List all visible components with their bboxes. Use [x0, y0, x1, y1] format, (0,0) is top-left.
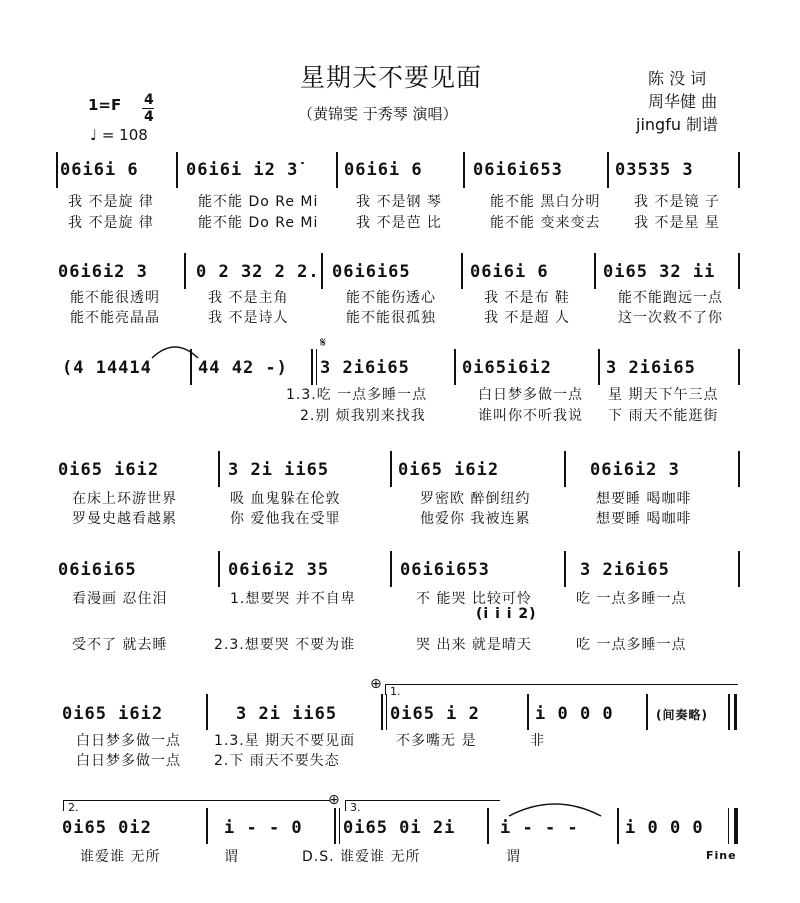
barline — [339, 808, 340, 844]
volta-1: 1. — [385, 684, 738, 695]
tempo-marking: ♩ = 108 — [90, 126, 148, 144]
lyric-verse-2: 受不了 就去睡 — [72, 637, 168, 653]
measure-notes: 06i6i65 — [332, 262, 411, 282]
barline — [527, 694, 529, 730]
final-barline — [734, 808, 738, 844]
lyric-verse-1: 看漫画 忍住泪 — [72, 591, 168, 607]
measure-notes: 3 2i6i65 — [320, 358, 410, 378]
lyric-verse-1: D.S. 谁爱谁 无所 — [302, 849, 421, 865]
measure-notes: (4 14414 — [62, 358, 152, 378]
measure-notes: 3 2i6i65 — [580, 560, 670, 580]
barline — [461, 253, 463, 289]
barline — [728, 808, 729, 844]
lyric-verse-1: 谁爱谁 无所 — [80, 849, 161, 865]
lyric-verse-1: 白日梦多做一点 — [76, 733, 181, 749]
measure-notes: 06i6i 6 — [344, 160, 423, 180]
lyric-verse-1: 能不能跑远一点 — [618, 290, 723, 306]
coda-icon: ⊕ — [328, 792, 340, 808]
lyric-verse-2: 这一次救不了你 — [618, 310, 723, 326]
lyric-verse-1: 吃 一点多睡一点 — [576, 591, 687, 607]
measure-notes: 06i6i i2 3̇ — [186, 160, 299, 180]
lyric-verse-1: 能不能伤透心 — [346, 290, 436, 306]
barline — [738, 349, 740, 385]
barline — [738, 253, 740, 289]
tie — [505, 796, 605, 818]
lyric-verse-1: 罗密欧 醉倒纽约 — [420, 491, 531, 507]
lyric-verse-1: 我 不是主角 — [208, 290, 289, 306]
lyric-verse-1: 白日梦多做一点 — [478, 387, 583, 403]
lyric-verse-1: 我 不是钢 琴 — [356, 194, 442, 210]
lyric-verse-2: 哭 出来 就是晴天 — [416, 637, 532, 653]
measure-notes: 06i6i 6 — [470, 262, 549, 282]
barline — [218, 551, 220, 587]
time-sig-bottom: 4 — [144, 109, 154, 125]
barline — [386, 694, 387, 730]
repeat-barline — [734, 694, 737, 730]
lyricist: 陈 没 词 — [648, 69, 707, 88]
barline — [336, 152, 338, 188]
interlude-label: (间奏略) — [656, 708, 708, 722]
barline — [56, 152, 58, 188]
lyric-verse-2: 我 不是诗人 — [208, 310, 289, 326]
barline — [390, 551, 392, 587]
barline — [316, 349, 317, 385]
lyric-verse-2: 我 不是旋 律 — [68, 215, 154, 231]
lyric-verse-2: 能不能很孤独 — [346, 310, 436, 326]
barline — [487, 808, 489, 844]
volta-2: 2. — [63, 800, 330, 811]
lyric-verse-1: 能不能 黑白分明 — [490, 194, 601, 210]
measure-notes: 0i65 0i2 — [62, 818, 152, 838]
lyric-verse-1: 我 不是布 鞋 — [484, 290, 570, 306]
measure-notes: i 0 0 0 — [535, 704, 614, 724]
measure-notes: 03535 3 — [615, 160, 694, 180]
lyric-verse-1: 想要睡 喝咖啡 — [596, 491, 692, 507]
lyric-verse-1: 能不能很透明 — [70, 290, 160, 306]
performers: （黄锦雯 于秀琴 演唱） — [298, 105, 458, 123]
barline — [463, 152, 465, 188]
barline — [607, 152, 609, 188]
lyric-verse-2: 我 不是芭 比 — [356, 215, 442, 231]
lyric-verse-2: 2.别 烦我别来找我 — [300, 408, 426, 424]
measure-notes: 0i65 i6i2 — [398, 460, 500, 480]
barline — [454, 349, 456, 385]
barline — [190, 349, 192, 385]
lyric-verse-2: 2.3.想要哭 不要为谁 — [214, 637, 356, 653]
lyric-verse-1: 1.3.星 期天不要见面 — [214, 733, 356, 749]
lyric-verse-1: 我 不是镜 子 — [634, 194, 720, 210]
barline — [390, 451, 392, 487]
barline — [311, 349, 313, 385]
measure-notes: i 0 0 0 — [625, 818, 704, 838]
barline — [738, 551, 740, 587]
measure-notes: 06i6i653 — [400, 560, 490, 580]
lyric-verse-2: 能不能 Do Re Mi — [198, 215, 319, 231]
lyric-verse-2: 白日梦多做一点 — [76, 753, 181, 769]
barline — [738, 152, 740, 188]
barline — [206, 694, 208, 730]
barline — [617, 808, 619, 844]
measure-notes: i - - - — [500, 818, 579, 838]
barline — [594, 253, 596, 289]
measure-notes: 44 42 -) — [198, 358, 288, 378]
measure-notes: 3 2i ii65 — [228, 460, 330, 480]
fine-marking: Fine — [706, 849, 737, 862]
barline — [321, 253, 323, 289]
composer: 周华健 曲 — [648, 92, 718, 111]
barline — [206, 808, 208, 844]
lyric-verse-1: 不多嘴无 是 — [396, 733, 477, 749]
lyric-verse-2: 他爱你 我被连累 — [420, 511, 531, 527]
measure-notes: 3 2i6i65 — [606, 358, 696, 378]
lyric-verse-1: 谓 — [224, 849, 239, 865]
lyric-verse-2: 罗曼史越看越累 — [72, 511, 177, 527]
key-signature: 1=F — [88, 96, 122, 114]
lyric-verse-1: 在床上环游世界 — [72, 491, 177, 507]
lyric-verse-2: 下 雨天不能逛街 — [608, 408, 719, 424]
alternate-notes: (i i i 2) — [476, 606, 537, 622]
measure-notes: 0i65 32 ii — [603, 262, 716, 282]
measure-notes: 3 2i ii65 — [236, 704, 338, 724]
lyric-verse-1: 不 能哭 比较可怜 — [416, 591, 532, 607]
song-title: 星期天不要见面 — [300, 63, 483, 92]
measure-notes: 06i6i 6 — [60, 160, 139, 180]
slur — [150, 340, 200, 360]
measure-notes: 0 2 32 2 2. — [196, 262, 320, 282]
lyric-verse-1: 谓 — [506, 849, 521, 865]
lyric-verse-2: 能不能 变来变去 — [490, 215, 601, 231]
barline — [334, 808, 336, 844]
barline — [738, 451, 740, 487]
segno-icon: 𝄋 — [320, 335, 327, 351]
barline — [564, 451, 566, 487]
lyric-verse-2: 能不能亮晶晶 — [70, 310, 160, 326]
lyric-verse-2: 我 不是星 星 — [634, 215, 720, 231]
lyric-verse-1: 1.想要哭 并不自卑 — [230, 591, 356, 607]
measure-notes: 0i65 0i 2i — [343, 818, 456, 838]
lyric-verse-1: 吸 血鬼躲在伦敦 — [230, 491, 341, 507]
lyric-verse-1: 1.3.吃 一点多睡一点 — [286, 387, 428, 403]
lyric-verse-2: 你 爱他我在受罪 — [230, 511, 341, 527]
measure-notes: 06i6i65 — [58, 560, 137, 580]
barline — [728, 694, 730, 730]
lyric-verse-2: 2.下 雨天不要失态 — [214, 753, 340, 769]
measure-notes: 06i6i2 3 — [590, 460, 680, 480]
coda-icon: ⊕ — [370, 676, 382, 692]
lyric-verse-2: 我 不是超 人 — [484, 310, 570, 326]
lyric-verse-2: 谁叫你不听我说 — [478, 408, 583, 424]
barline — [564, 551, 566, 587]
measure-notes: 0i65 i 2 — [390, 704, 480, 724]
barline — [184, 253, 186, 289]
lyric-verse-2: 想要睡 喝咖啡 — [596, 511, 692, 527]
lyric-verse-2: 吃 一点多睡一点 — [576, 637, 687, 653]
measure-notes: 0i65i6i2 — [462, 358, 552, 378]
measure-notes: 06i6i2 3 — [58, 262, 148, 282]
measure-notes: 0i65 i6i2 — [58, 460, 160, 480]
lyric-verse-1: 星 期天下午三点 — [608, 387, 719, 403]
measure-notes: 0i65 i6i2 — [62, 704, 164, 724]
score-maker: jingfu 制谱 — [636, 115, 719, 134]
measure-notes: i - - 0 — [224, 818, 303, 838]
barline — [218, 451, 220, 487]
barline — [381, 694, 383, 730]
lyric-verse-1: 非 — [530, 733, 545, 749]
lyric-verse-1: 能不能 Do Re Mi — [198, 194, 319, 210]
barline — [176, 152, 178, 188]
barline — [598, 349, 600, 385]
time-sig-top: 4 — [144, 92, 154, 108]
volta-3: 3. — [345, 800, 500, 811]
measure-notes: 06i6i653 — [473, 160, 563, 180]
barline — [646, 694, 648, 730]
measure-notes: 06i6i2 35 — [228, 560, 330, 580]
lyric-verse-1: 我 不是旋 律 — [68, 194, 154, 210]
